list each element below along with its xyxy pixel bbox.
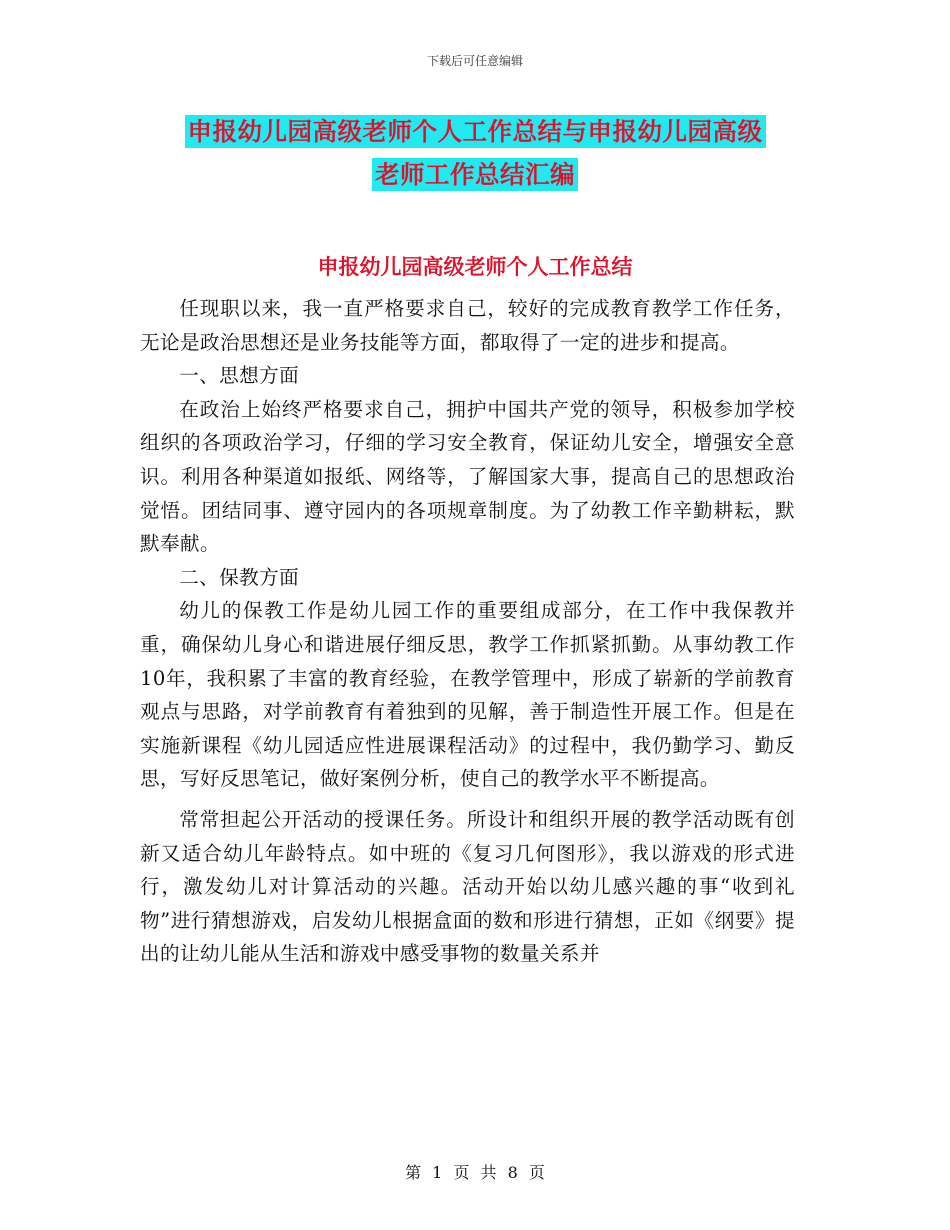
section-title: 申报幼儿园高级老师个人工作总结 — [317, 255, 633, 279]
paragraph-lessons: 常常担起公开活动的授课任务。所设计和组织开展的教学活动既有创新又适合幼儿年龄特点。如中班的《复习几何图形》，我以游戏的形式进行，激发幼儿对计算活动的兴趣。活动开始以幼儿感兴趣的事“收到礼物”进行猜想游戏，启发幼儿根据盒面的数和形进行猜想，正如《纲要》提出的让幼儿能从生活和游戏中感受事物的数量关系并 — [140, 807, 795, 966]
heading-thought: 一、思想方面 — [179, 364, 300, 388]
paragraph-intro: 任现职以来，我一直严格要求自己，较好的完成教育教学工作任务，无论是政治思想还是业务技能等方面，都取得了一定的进步和提高。 — [140, 297, 795, 354]
document-body — [140, 292, 795, 971]
heading-education: 二、保教方面 — [179, 565, 300, 589]
title-highlight-2: 老师工作总结汇编 — [372, 158, 578, 191]
document-title-line-1 — [0, 113, 950, 148]
document-title-line-2 — [0, 156, 950, 191]
paragraph-education: 幼儿的保教工作是幼儿园工作的重要组成部分，在工作中我保教并重，确保幼儿身心和谐进展仔细反思，教学工作抓紧抓勤。从事幼教工作10年，我积累了丰富的教育经验，在教学管理中，形成了崭新的学前教育观点与思路，对学前教育有着独到的见解，善于制造性开展工作。但是在实施新课程《幼儿园适应性进展课程活动》的过程中，我仍勤学习、勤反思，写好反思笔记，做好案例分析，使自己的教学水平不断提高。 — [140, 599, 795, 791]
paragraph-thought: 在政治上始终严格要求自己，拥护中国共产党的领导，积极参加学校组织的各项政治学习，仔细的学习安全教育，保证幼儿安全，增强安全意识。利用各种渠道如报纸、网络等，了解国家大事，提高自己的思想政治觉悟。团结同事、遵守园内的各项规章制度。为了幼教工作辛勤耕耘，默默奉献。 — [140, 397, 795, 556]
page-footer: 第 1 页 共 8 页 — [405, 1163, 545, 1182]
header-note: 下载后可任意编辑 — [426, 54, 523, 68]
title-highlight-1: 申报幼儿园高级老师个人工作总结与申报幼儿园高级 — [185, 115, 766, 148]
